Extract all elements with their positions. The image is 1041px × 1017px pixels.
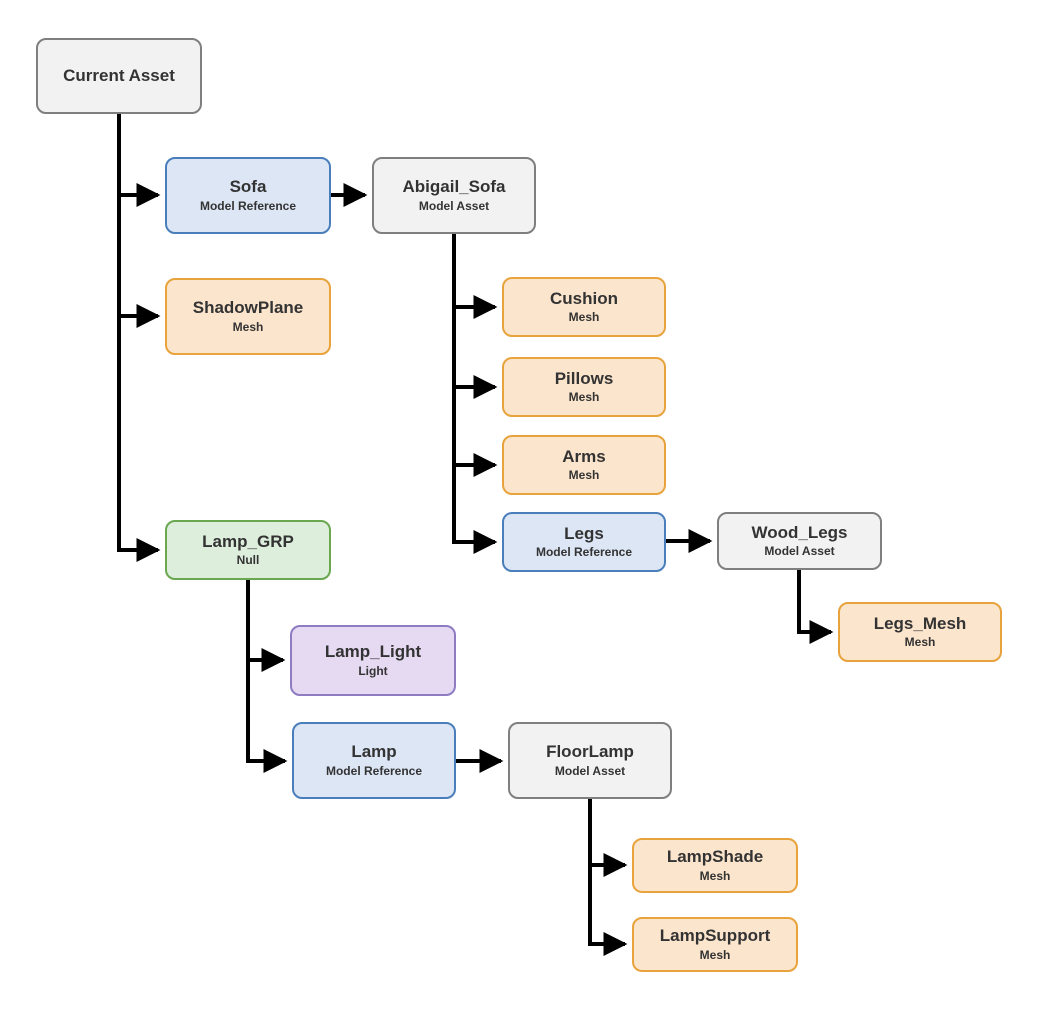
node-subtitle: Mesh (568, 310, 600, 325)
node-title: Lamp (351, 742, 397, 762)
edge-abigail_sofa-pillows (454, 234, 495, 387)
node-lamp-light[interactable] (290, 625, 456, 696)
node-title: Lamp_Light (324, 642, 422, 662)
node-subtitle: Mesh (568, 390, 600, 405)
node-subtitle: Model Reference (199, 198, 297, 213)
node-subtitle: Light (358, 663, 388, 678)
node-title: Abigail_Sofa (402, 177, 506, 197)
node-pillows[interactable] (502, 357, 666, 417)
node-title: Legs_Mesh (873, 613, 967, 633)
node-title: Wood_Legs (751, 522, 848, 542)
edge-abigail_sofa-legs (454, 234, 495, 542)
node-current-asset[interactable] (36, 38, 202, 114)
node-subtitle: Model Asset (554, 763, 626, 778)
node-title: Pillows (554, 368, 614, 388)
edge-current_asset-sofa (119, 114, 158, 195)
edge-abigail_sofa-arms (454, 234, 495, 465)
edge-lamp_grp-lamp_light (248, 580, 283, 660)
node-subtitle: Mesh (699, 947, 731, 962)
edge-floorlamp-lampsupport (590, 799, 625, 944)
node-subtitle: Mesh (904, 635, 936, 650)
node-lamp[interactable] (292, 722, 456, 799)
node-floorlamp[interactable] (508, 722, 672, 799)
node-title: Lamp_GRP (202, 531, 294, 551)
edge-wood_legs-legs_mesh (799, 570, 831, 632)
node-subtitle: Mesh (699, 868, 731, 883)
node-title: LampShade (666, 847, 764, 867)
node-wood-legs[interactable] (717, 512, 882, 570)
node-title: Current Asset (63, 66, 175, 86)
node-shadowplane[interactable] (165, 278, 331, 355)
node-subtitle: Model Reference (325, 763, 423, 778)
node-title: Legs (564, 523, 604, 543)
node-subtitle: Model Asset (418, 198, 490, 213)
edge-current_asset-lamp_grp (119, 114, 158, 550)
node-title: LampSupport (659, 926, 771, 946)
node-title: Cushion (550, 288, 618, 308)
node-lampshade[interactable] (632, 838, 798, 893)
node-subtitle: Model Reference (535, 545, 633, 560)
edge-abigail_sofa-cushion (454, 234, 495, 307)
node-title: FloorLamp (546, 742, 634, 762)
node-title: Arms (562, 446, 606, 466)
node-legs[interactable] (502, 512, 666, 572)
node-title: Sofa (229, 177, 267, 197)
node-sofa[interactable] (165, 157, 331, 234)
edge-lamp_grp-lamp (248, 580, 285, 761)
node-arms[interactable] (502, 435, 666, 495)
edge-floorlamp-lampshade (590, 799, 625, 865)
node-lamp-grp[interactable] (165, 520, 331, 580)
node-abigail-sofa[interactable] (372, 157, 536, 234)
edge-current_asset-shadowplane (119, 114, 158, 316)
node-lampsupport[interactable] (632, 917, 798, 972)
node-title: ShadowPlane (192, 298, 304, 318)
node-subtitle: Mesh (232, 319, 264, 334)
node-subtitle: Null (236, 553, 260, 568)
node-subtitle: Mesh (568, 468, 600, 483)
node-cushion[interactable] (502, 277, 666, 337)
node-legs-mesh[interactable] (838, 602, 1002, 662)
node-subtitle: Model Asset (764, 544, 835, 559)
